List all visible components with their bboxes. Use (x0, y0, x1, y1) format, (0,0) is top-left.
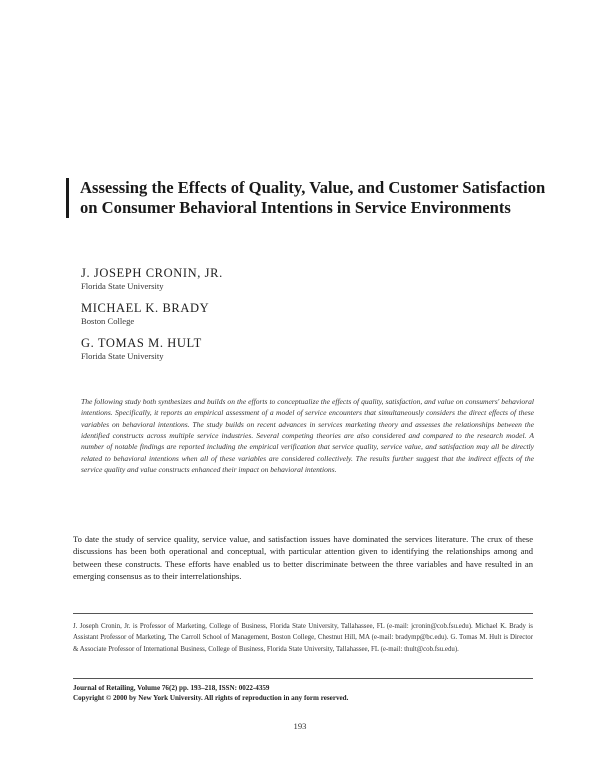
title-block (66, 178, 550, 218)
page-number: 193 (293, 721, 307, 731)
intro-paragraph: To date the study of service quality, service value, and satisfaction issues have dominated the services literature. The crux of these discussions has been both operational and conceptual, with particular attention given to identifying the relationships among and between these constructs. These efforts have enabled us to better discriminate between the three variables and have resulted in an emerging consensus as to their interrelationships. (73, 534, 533, 581)
author-affiliation: Boston College (81, 316, 135, 326)
abstract: The following study both synthesizes and builds on the efforts to conceptualize the effects of quality, satisfaction, and value on consumers' behavioral intentions. Specifically, it reports an empirical assessment of a model of service encounters that simultaneously considers the direct effects of these variables on behavioral intentions. The study builds on recent advances in services marketing theory and assesses the relationships between the identified constructs across multiple service industries. Several competing theories are also considered and compared to the research model. A number of notable findings are reported including the empirical verification that service quality, service value, and satisfaction may all be directly related to behavioral intentions when all of these variables are considered collectively. The results further suggest that the indirect effects of the service quality and value constructs enhanced their impact on behavioral intentions. (81, 397, 534, 475)
journal-rule (73, 678, 533, 679)
article-title: Assessing the Effects of Quality, Value, and Customer Satisfaction on Consumer Behavioral Intentions in Service Environments (80, 178, 546, 217)
author-1 (81, 266, 481, 292)
author-2 (81, 301, 481, 327)
author-affiliation: Florida State University (81, 351, 164, 361)
author-3 (81, 336, 481, 362)
author-name: J. JOSEPH CRONIN, JR. (81, 266, 223, 280)
journal-copyright: Copyright © 2000 by New York University. All rights of reproduction in any form reserved. (73, 693, 349, 702)
journal-citation: Journal of Retailing, Volume 76(2) pp. 193–218, ISSN: 0022-4359 (73, 684, 270, 692)
author-footnote: J. Joseph Cronin, Jr. is Professor of Marketing, College of Business, Florida State University, Tallahassee, FL (e-mail: jcronin@cob.fsu.edu). Michael K. Brady is Assistant Professor of Marketing, The Carroll School of Management, Boston College, Chestnut Hill, MA (e-mail: bradymp@bc.edu). G. Tomas M. Hult is Director & Associate Professor of International Business, College of Business, Florida State University, Tallahassee, FL (e-mail: thult@cob.fsu.edu). (73, 623, 533, 653)
author-affiliation: Florida State University (81, 281, 164, 291)
journal-info (73, 684, 533, 703)
author-name: MICHAEL K. BRADY (81, 301, 210, 315)
author-name: G. TOMAS M. HULT (81, 336, 202, 350)
footnote-rule (73, 613, 533, 614)
